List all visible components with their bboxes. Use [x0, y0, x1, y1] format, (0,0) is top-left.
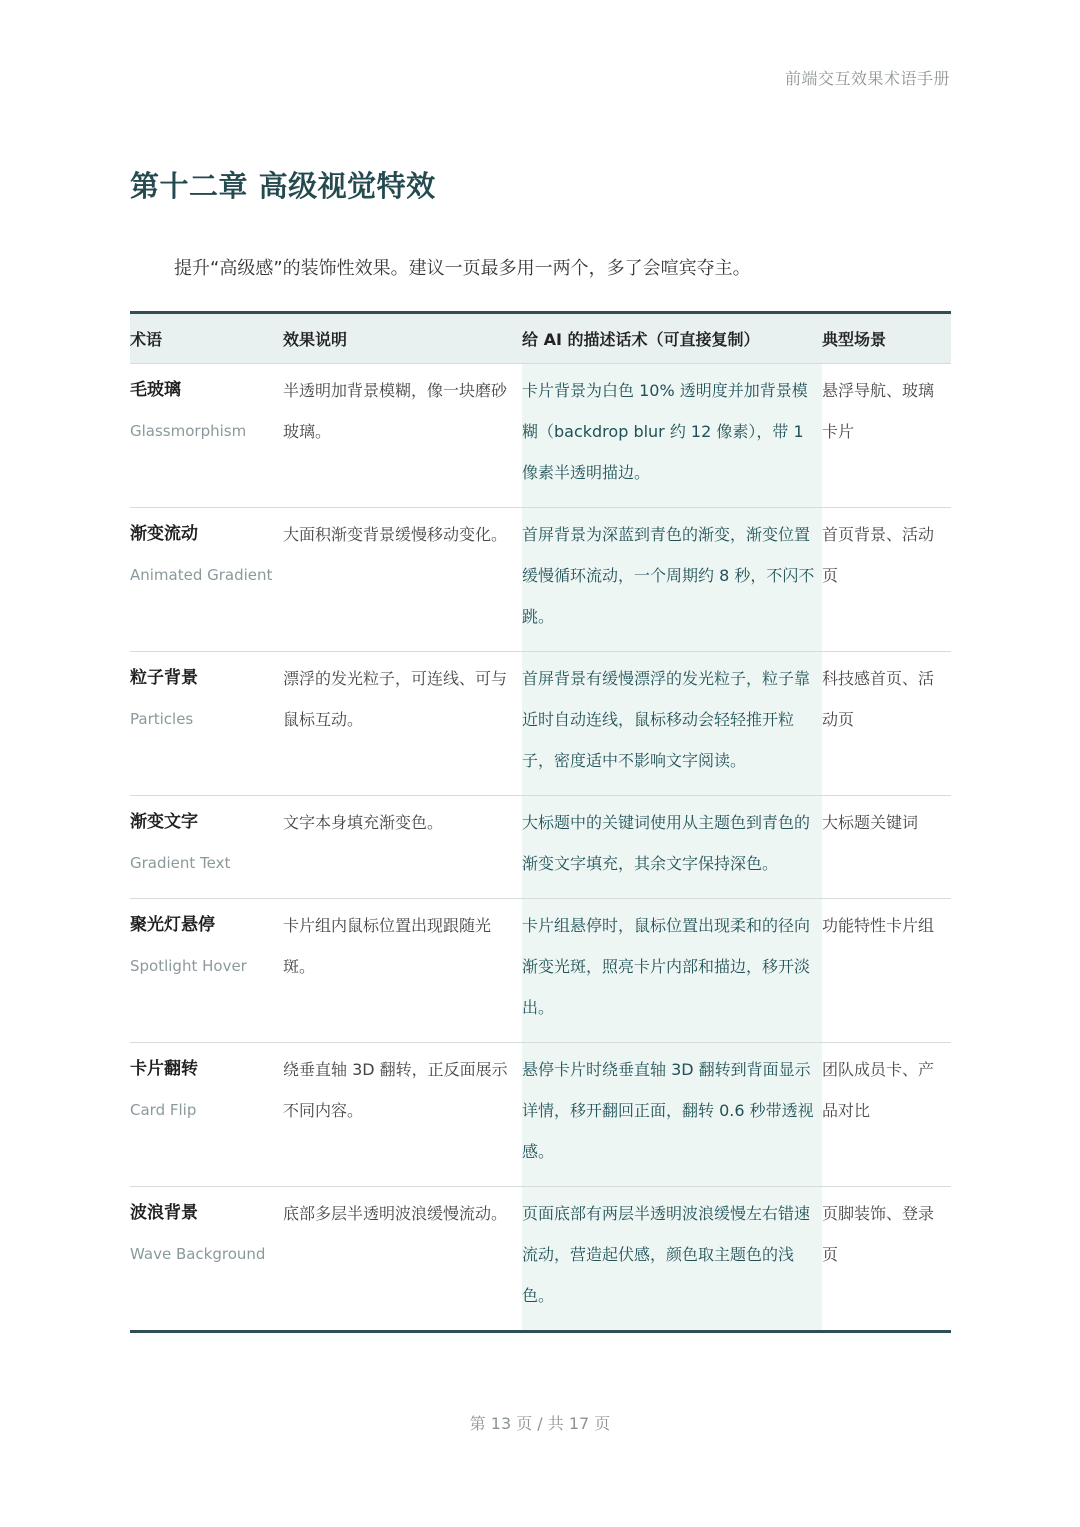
chapter-title: 第十二章 高级视觉特效 [130, 169, 436, 203]
term-english: Glassmorphism [130, 422, 247, 440]
term-cell [130, 508, 283, 652]
effect-cell: 大面积渐变背景缓慢移动变化。 [283, 508, 522, 652]
document-header-title: 前端交互效果术语手册 [784, 69, 950, 88]
terms-table-container [130, 311, 951, 1333]
prompt-cell: 首屏背景为深蓝到青色的渐变，渐变位置缓慢循环流动，一个周期约 8 秒，不闪不跳。 [522, 508, 822, 652]
effect-cell: 半透明加背景模糊，像一块磨砂玻璃。 [283, 364, 522, 508]
header-effect: 效果说明 [283, 313, 522, 364]
prompt-cell: 大标题中的关键词使用从主题色到青色的渐变文字填充，其余文字保持深色。 [522, 796, 822, 899]
scene-cell: 团队成员卡、产品对比 [822, 1043, 951, 1187]
term-cell [130, 364, 283, 508]
term-cell [130, 796, 283, 899]
term-chinese: 毛玻璃 [130, 380, 181, 400]
prompt-cell: 卡片背景为白色 10% 透明度并加背景模糊（backdrop blur 约 12 像素），带 1 像素半透明描边。 [522, 364, 822, 508]
term-chinese: 卡片翻转 [130, 1059, 198, 1079]
term-english: Animated Gradient [130, 566, 273, 584]
prompt-cell: 页面底部有两层半透明波浪缓慢左右错速流动，营造起伏感，颜色取主题色的浅色。 [522, 1187, 822, 1332]
prompt-cell: 首屏背景有缓慢漂浮的发光粒子，粒子靠近时自动连线，鼠标移动会轻轻推开粒子，密度适中不影响文字阅读。 [522, 652, 822, 796]
table-row [130, 652, 951, 796]
effect-cell: 卡片组内鼠标位置出现跟随光斑。 [283, 899, 522, 1043]
term-english: Gradient Text [130, 854, 231, 872]
term-english: Wave Background [130, 1245, 266, 1263]
effect-cell: 文字本身填充渐变色。 [283, 796, 522, 899]
term-chinese: 粒子背景 [130, 668, 198, 688]
term-chinese: 聚光灯悬停 [130, 915, 215, 935]
table-row [130, 1187, 951, 1332]
table-row [130, 796, 951, 899]
scene-cell: 首页背景、活动页 [822, 508, 951, 652]
table-header-row [130, 313, 951, 364]
effect-cell: 绕垂直轴 3D 翻转，正反面展示不同内容。 [283, 1043, 522, 1187]
effect-cell: 漂浮的发光粒子，可连线、可与鼠标互动。 [283, 652, 522, 796]
prompt-cell: 卡片组悬停时，鼠标位置出现柔和的径向渐变光斑，照亮卡片内部和描边，移开淡出。 [522, 899, 822, 1043]
term-cell [130, 899, 283, 1043]
header-term: 术语 [130, 313, 283, 364]
table-body [130, 364, 951, 1332]
chapter-intro: 提升“高级感”的装饰性效果。建议一页最多用一两个，多了会喧宾夺主。 [174, 258, 751, 279]
term-english: Particles [130, 710, 194, 728]
table-row [130, 899, 951, 1043]
scene-cell: 大标题关键词 [822, 796, 951, 899]
header-ai-prompt: 给 AI 的描述话术（可直接复制） [522, 313, 822, 364]
term-english: Spotlight Hover [130, 957, 247, 975]
term-cell [130, 652, 283, 796]
term-cell [130, 1187, 283, 1332]
prompt-cell: 悬停卡片时绕垂直轴 3D 翻转到背面显示详情，移开翻回正面，翻转 0.6 秒带透视感。 [522, 1043, 822, 1187]
page-number: 第 13 页 / 共 17 页 [469, 1414, 611, 1433]
header-scene: 典型场景 [822, 313, 951, 364]
term-cell [130, 1043, 283, 1187]
effect-cell: 底部多层半透明波浪缓慢流动。 [283, 1204, 508, 1223]
scene-cell: 功能特性卡片组 [822, 899, 951, 1043]
term-english: Card Flip [130, 1101, 197, 1119]
scene-cell: 页脚装饰、登录页 [822, 1204, 935, 1264]
terms-table [130, 311, 951, 1333]
scene-cell: 科技感首页、活动页 [822, 652, 951, 796]
table-row [130, 364, 951, 508]
term-chinese: 波浪背景 [130, 1203, 198, 1223]
term-chinese: 渐变文字 [130, 812, 198, 832]
term-chinese: 渐变流动 [130, 524, 198, 544]
table-row [130, 1043, 951, 1187]
table-row [130, 508, 951, 652]
table-header [130, 313, 951, 364]
scene-cell: 悬浮导航、玻璃卡片 [822, 364, 951, 508]
